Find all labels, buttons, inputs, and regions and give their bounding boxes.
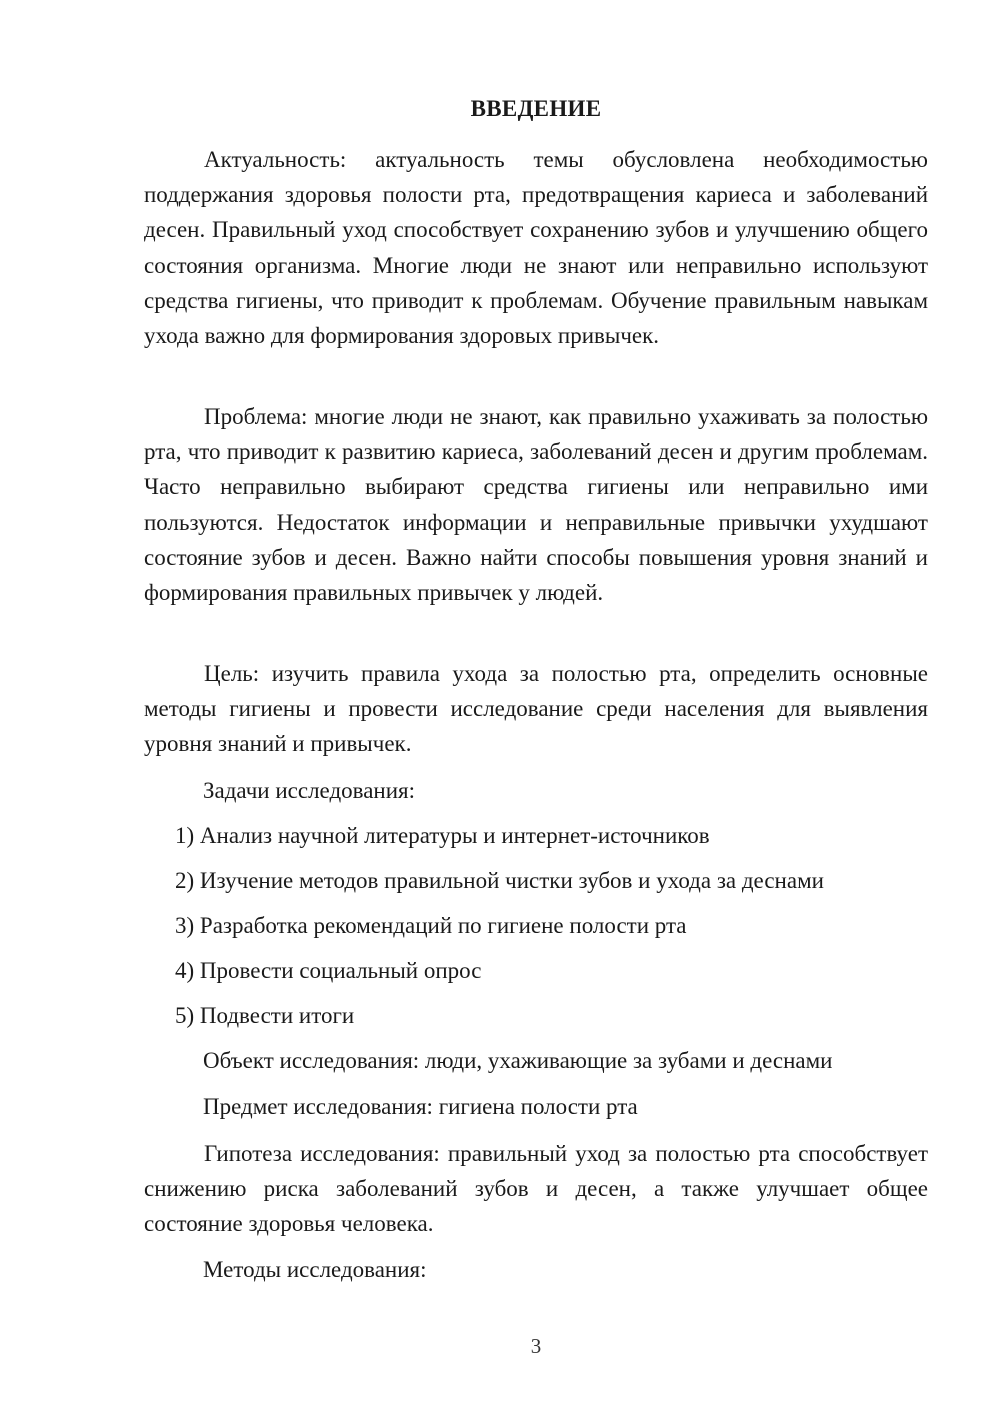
task-item: 4) Провести социальный опрос: [175, 958, 482, 983]
page-number: 3: [530, 1334, 542, 1358]
object-line: Объект исследования: люди, ухаживающие за зубами и деснами: [203, 1048, 833, 1073]
tasks-label: Задачи исследования:: [203, 778, 416, 803]
task-item: 3) Разработка рекомендаций по гигиене полости рта: [175, 913, 687, 938]
task-item: 1) Анализ научной литературы и интернет-источников: [175, 823, 710, 848]
task-item: 2) Изучение методов правильной чистки зубов и ухода за деснами: [175, 868, 824, 893]
page-title: ВВЕДЕНИЕ: [470, 96, 602, 121]
subject-line: Предмет исследования: гигиена полости рта: [203, 1094, 638, 1119]
methods-label: Методы исследования:: [203, 1257, 427, 1282]
task-item: 5) Подвести итоги: [175, 1003, 355, 1028]
hypothesis-paragraph: Гипотеза исследования: правильный уход за полостью рта способствует снижению риска заболеваний зубов и десен, а также улучшает общее состояние здоровья человека.: [144, 1141, 928, 1237]
problem-paragraph: Проблема: многие люди не знают, как правильно ухаживать за полостью рта, что приводит к развитию кариеса, заболеваний десен и другим проблемам. Часто неправильно выбирают средства гигиены или неправильно ими пользуются. Недостаток информации и неправильные привычки ухудшают состояние зубов и десен. Важно найти способы повышения уровня знаний и формирования правильных привычек у людей.: [144, 404, 928, 606]
goal-paragraph: Цель: изучить правила ухода за полостью рта, определить основные методы гигиены и провести исследование среди населения для выявления уровня знаний и привычек.: [144, 661, 928, 757]
relevance-paragraph: Актуальность: актуальность темы обусловлена необходимостью поддержания здоровья полости рта, предотвращения кариеса и заболеваний десен. Правильный уход способствует сохранению зубов и улучшению общего состояния организма. Многие люди не знают или неправильно используют средства гигиены, что приводит к проблемам. Обучение правильным навыкам ухода важно для формирования здоровых привычек.: [144, 147, 928, 349]
